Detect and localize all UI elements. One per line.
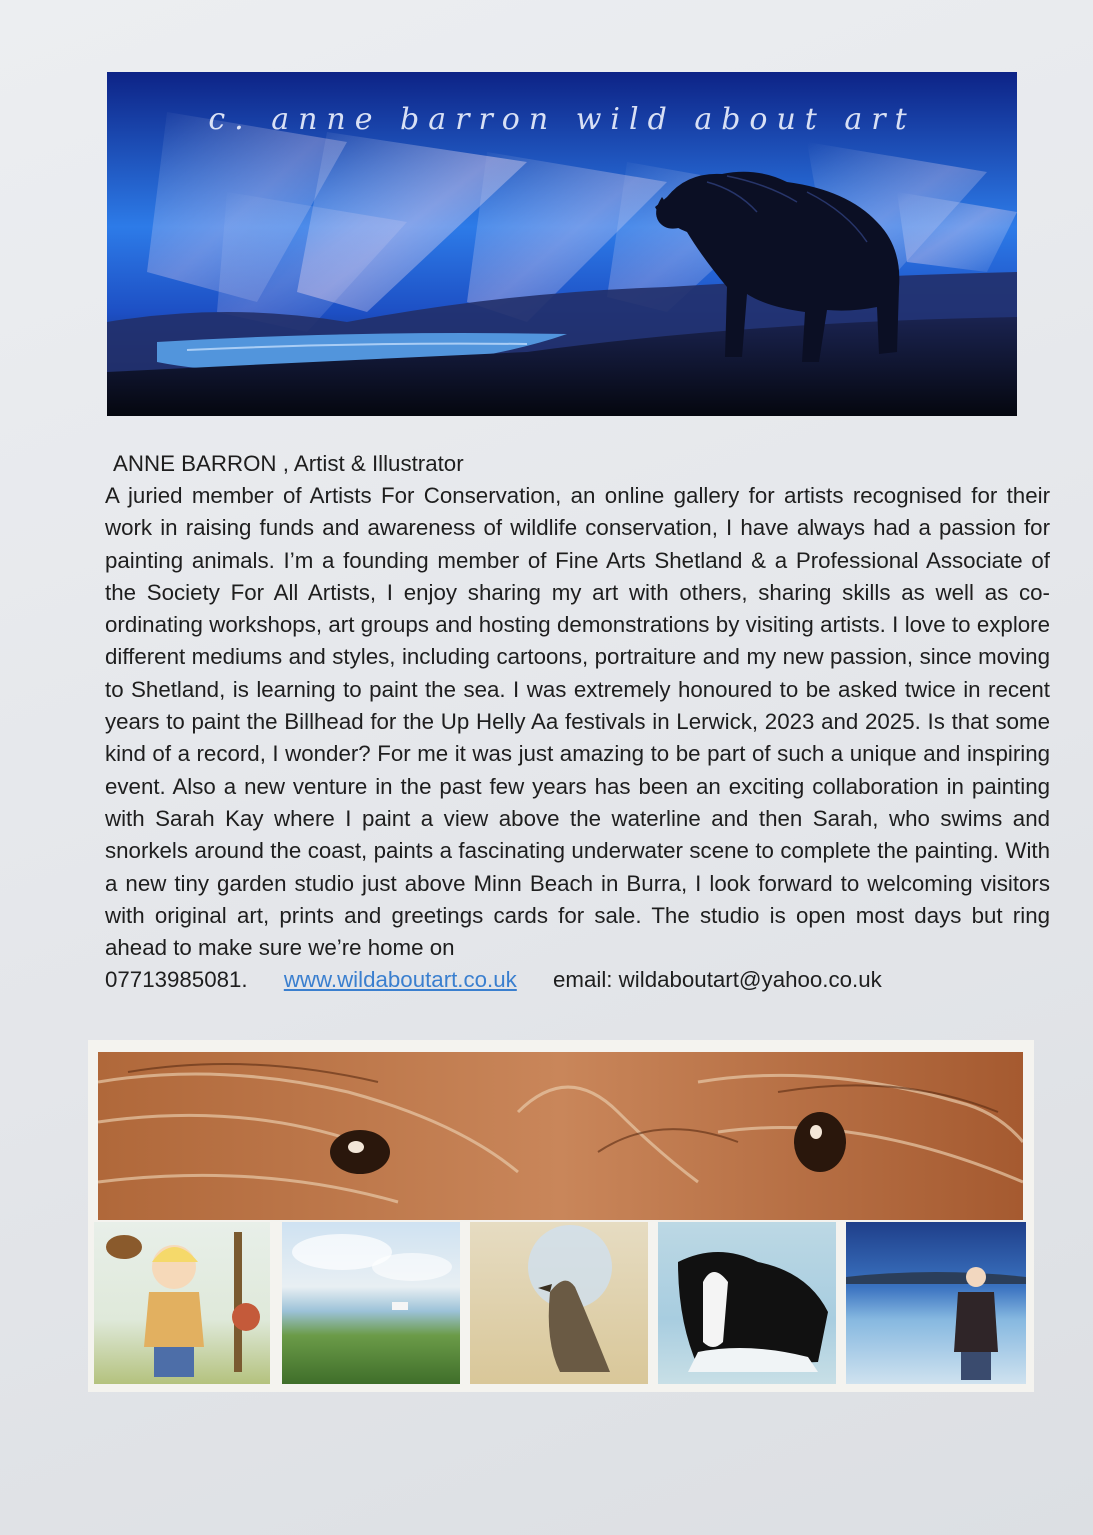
contact-line [105,964,1050,996]
website-link[interactable]: www.wildaboutart.co.uk [283,967,517,993]
thumbnail-cartoon-child [94,1222,270,1384]
banner-painting [107,72,1017,416]
highland-cow-eyes-image [98,1052,1023,1220]
phone-number: 07713985081. [105,967,248,993]
thumbnail-strip [94,1222,1026,1386]
artwork-gallery [88,1040,1034,1392]
thumbnail-coastal-landscape [282,1222,460,1384]
bio-section [105,448,1050,997]
email-text: email: wildaboutart@yahoo.co.uk [553,967,882,993]
thumbnail-bird-moon [470,1222,648,1384]
banner-title: c. anne barron wild about art [208,102,916,137]
thumbnail-border-collie [658,1222,836,1384]
bio-paragraph: A juried member of Artists For Conservation, an online gallery for artists recognised for their work in raising funds and awareness of wildlife conservation, I have always had a passion for painting animals. I’m a founding member of Fine Arts Shetland & a Professional Associate of the Society For All Artists, I enjoy sharing my art with others, sharing skills as well as co-ordinating workshops, art groups and hosting demonstrations by visiting artists. I love to explore different mediums and styles, including cartoons, portraiture and my new passion, since moving to Shetland, is learning to paint the sea. I was extremely honoured to be asked twice in recent years to paint the Billhead for the Up Helly Aa festivals in Lerwick, 2023 and 2025. Is that some kind of a record, I wonder? For me it was just amazing to be part of such a unique and inspiring event. Also a new venture in the past few years has been an exciting collaboration in painting with Sarah Kay where I paint a view above the waterline and then Sarah, who swims and snorkels around the coast, paints a fascinating underwater scene to complete the painting. With a new tiny garden studio just above Minn Beach in Burra, I look forward to welcoming visitors with original art, prints and greetings cards for sale. The studio is open most days but ring ahead to make sure we’re home on [105,483,1050,961]
bio-heading: ANNE BARRON , Artist & Illustrator [113,451,464,476]
thumbnail-beach-figure [846,1222,1026,1384]
